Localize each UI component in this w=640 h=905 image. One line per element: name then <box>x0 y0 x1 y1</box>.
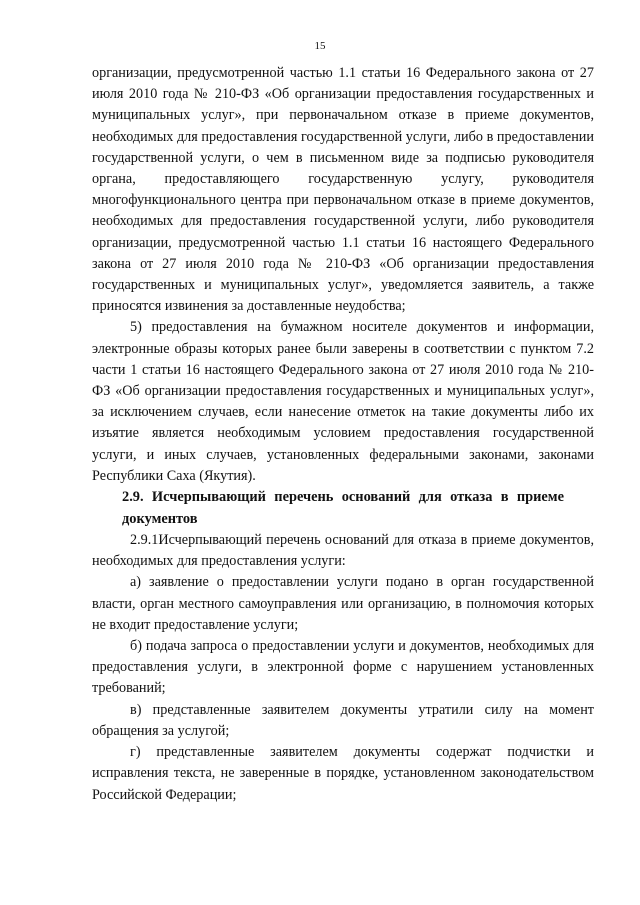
list-item-a: а) заявление о предоставлении услуги подано в орган государственной власти, орган местного самоуправления или организацию, в полномочия которых не входит предоставление услуги; <box>92 574 594 633</box>
paragraph-continued: организации, предусмотренной частью 1.1 статьи 16 Федерального закона от 27 июля 2010 года № 210-ФЗ «Об организации предоставления государственных и муниципальных услуг», при первоначальном отказе в приеме документов, необходимых для предоставления государственной услуги, либо в предоставлении государственной услуги, о чем в письменном виде за подписью руководителя органа, предоставляющего государственную услугу, руководителя многофункционального центра при первоначальном отказе в приеме документов, необходимых для предоставления государственной услуги, либо руководителя организации, предусмотренной частью 1.1 статьи 16 настоящего Федерального закона от 27 июля 2010 года № 210-ФЗ «Об организации предоставления государственных и муниципальных услуг», уведомляется заявитель, а также приносятся извинения за доставленные неудобства; <box>92 65 594 315</box>
paragraph-2-9-1: 2.9.1Исчерпывающий перечень оснований для отказа в приеме документов, необходимых для предоставления услуги: <box>92 532 594 570</box>
paragraph-item-5: 5) предоставления на бумажном носителе документов и информации, электронные образы которых ранее были заверены в соответствии с пунктом 7.2 части 1 статьи 16 настоящего Федерального закона от 27 июля 2010 года № 210-ФЗ «Об организации предоставления государственных и муниципальных услуг», за исключением случаев, если нанесение отметок на такие документы либо их изъятие является необходимым условием предоставления государственной услуги, и иных случаев, установленных федеральными законами, законами Республики Саха (Якутия). <box>92 319 594 484</box>
list-item-g: г) представленные заявителем документы содержат подчистки и исправления текста, не заверенные в порядке, установленном законодательством Российской Федерации; <box>92 744 594 803</box>
list-item-b: б) подача запроса о предоставлении услуги и документов, необходимых для предоставления услуги, в электронной форме с нарушением установленных требований; <box>92 638 594 697</box>
page-number: 15 <box>314 40 326 52</box>
list-item-v: в) представленные заявителем документы утратили силу на момент обращения за услугой; <box>92 701 594 739</box>
document-body <box>92 63 594 806</box>
section-heading: 2.9. Исчерпывающий перечень оснований для отказа в приеме документов <box>122 489 564 527</box>
